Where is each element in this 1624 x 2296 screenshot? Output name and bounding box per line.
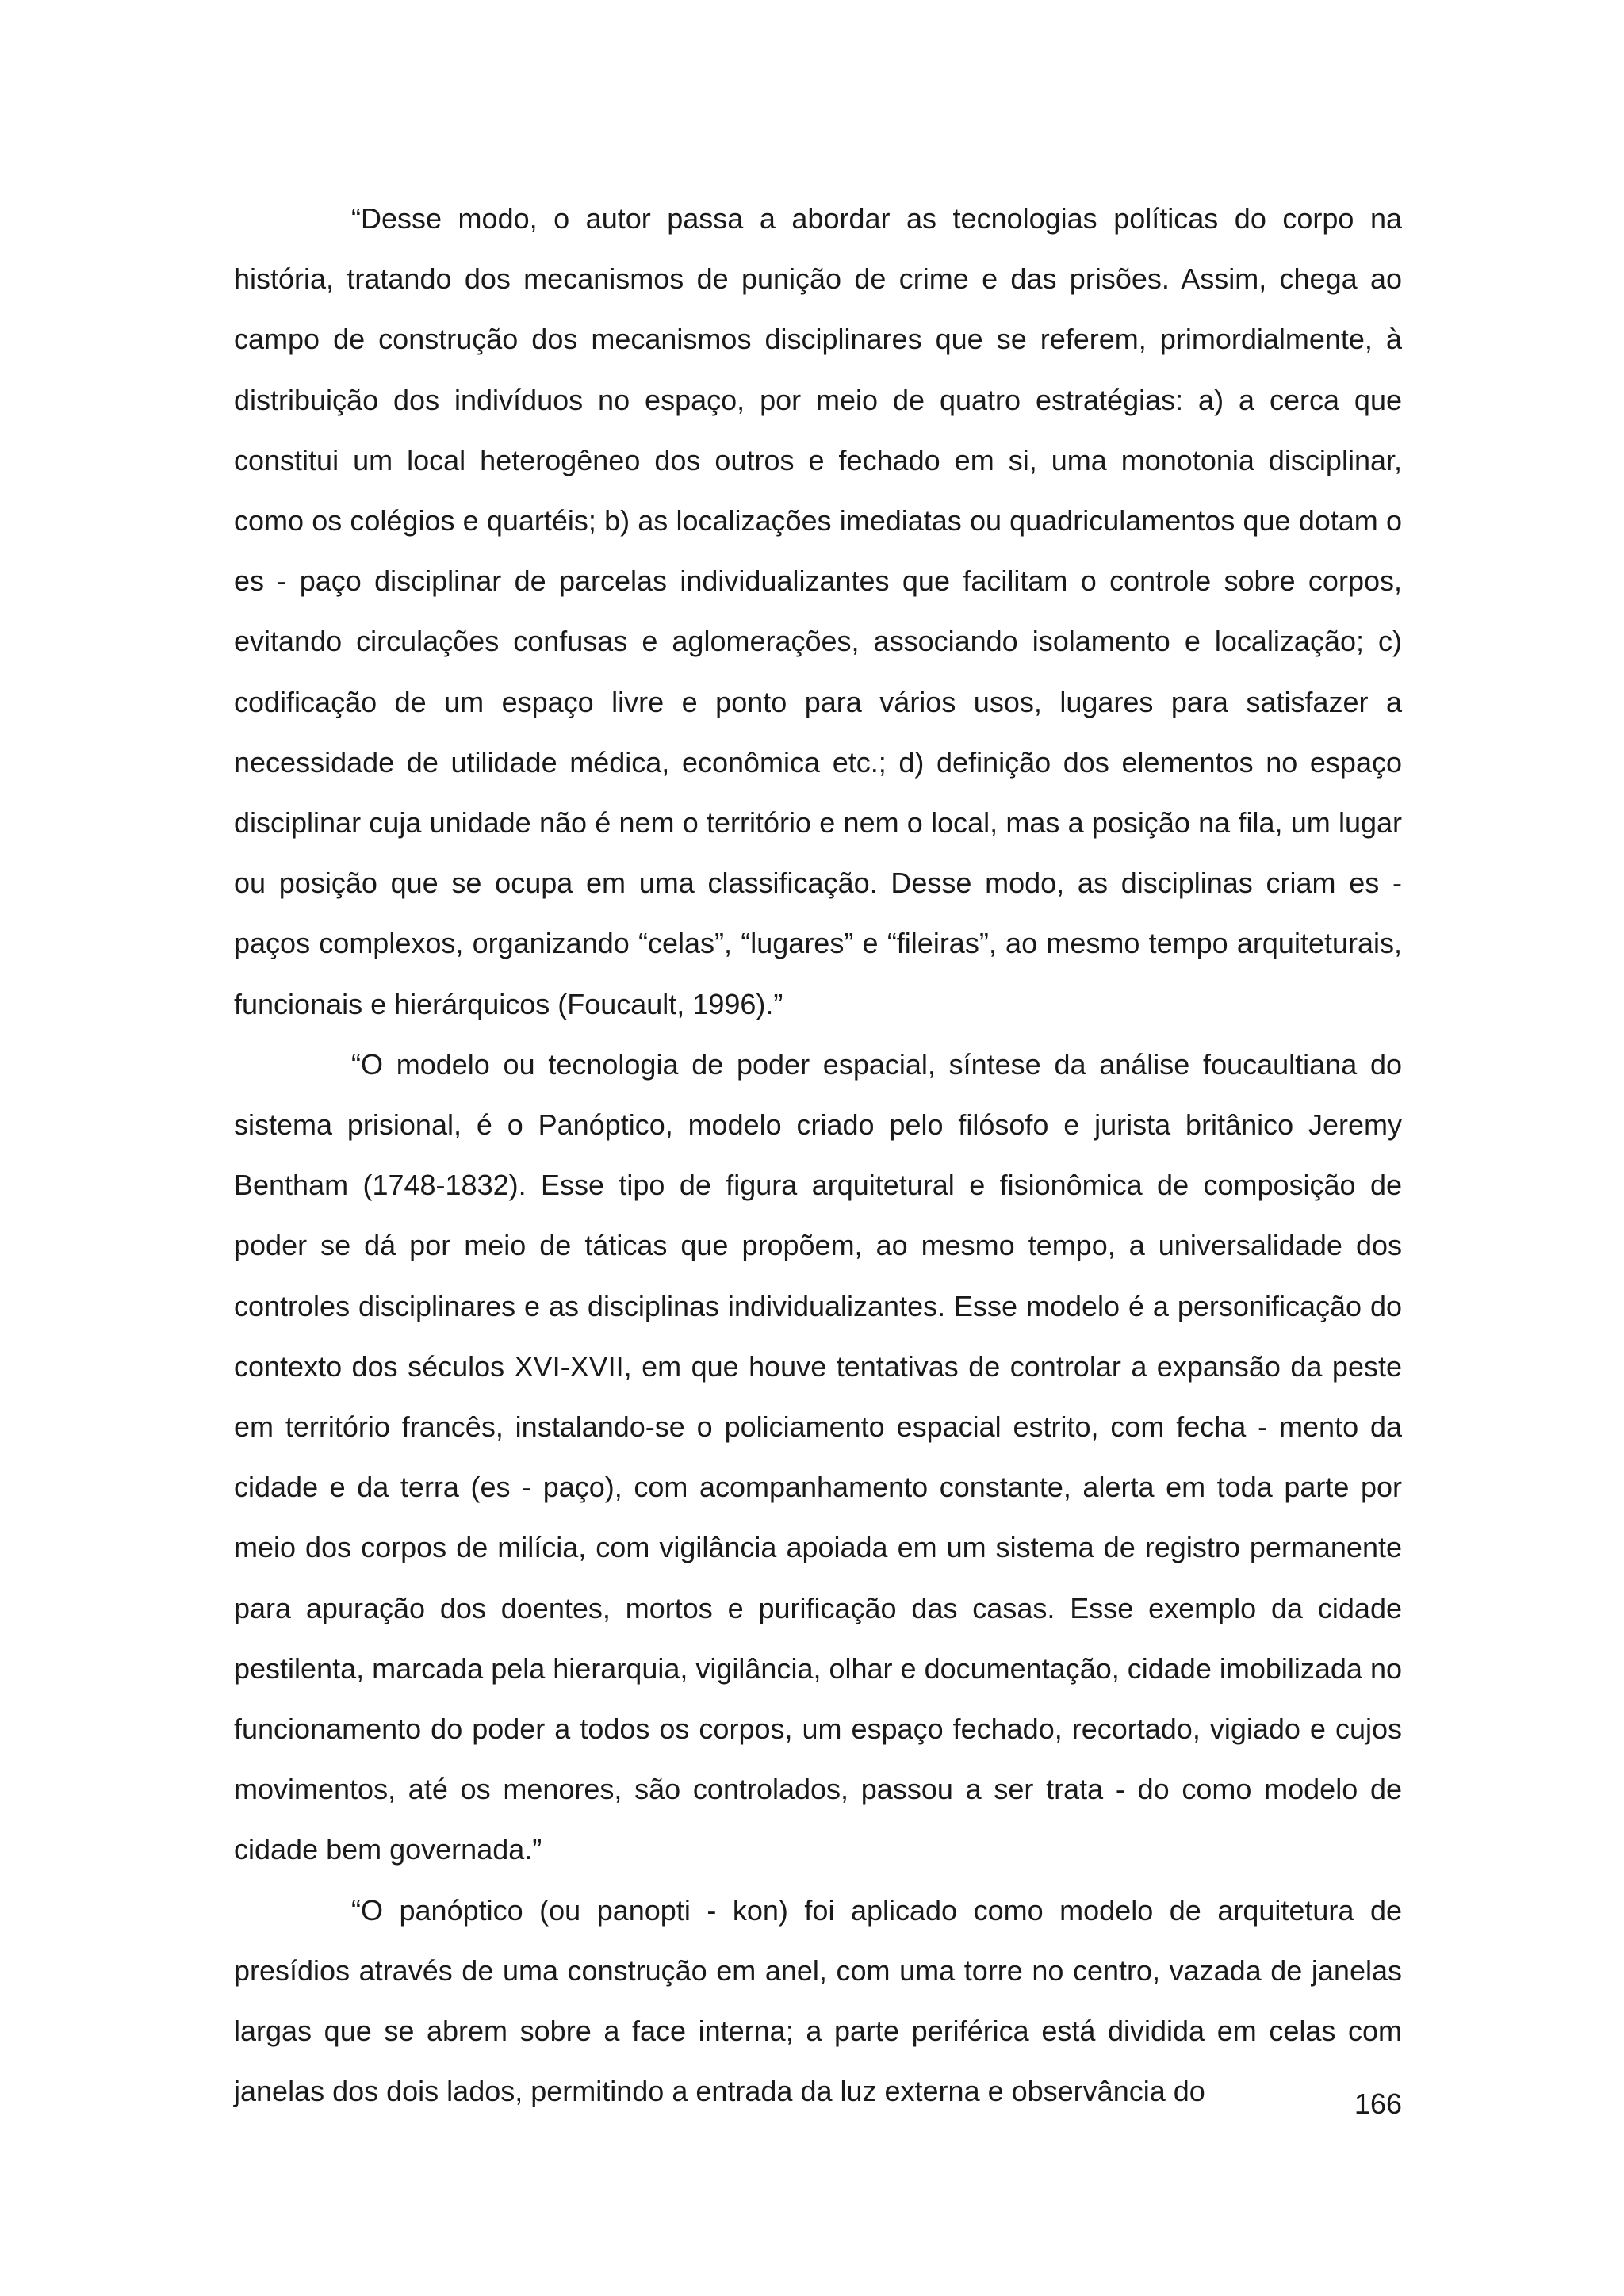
paragraph-3: “O panóptico (ou panopti - kon) foi aplicado como modelo de arquitetura de presídios através de uma construção em anel, com uma torre no centro, vazada de janelas largas que se abrem sobre a face interna; a parte periférica está dividida em celas com janelas dos dois lados, permitindo a entrada da luz externa e observância do xyxy=(234,1893,1402,2108)
page-number: 166 xyxy=(1354,2087,1402,2120)
body-text xyxy=(234,189,1402,2122)
paragraph-1: “Desse modo, o autor passa a abordar as tecnologias políticas do corpo na história, tratando dos mecanismos de punição de crime e das prisões. Assim, chega ao campo de construção dos mecanismos disciplinares que se referem, primordialmente, à distribuição dos indivíduos no espaço, por meio de quatro estratégias: a) a cerca que constitui um local heterogêneo dos outros e fechado em si, uma monotonia disciplinar, como os colégios e quartéis; b) as localizações imediatas ou quadriculamentos que dotam o es - paço disciplinar de parcelas individualizantes que facilitam o controle sobre corpos, evitando circulações confusas e aglomerações, associando isolamento e localização; c) codificação de um espaço livre e ponto para vários usos, lugares para satisfazer a necessidade de utilidade médica, econômica etc.; d) definição dos elementos no espaço disciplinar cuja unidade não é nem o território e nem o local, mas a posição na fila, um lugar ou posição que se ocupa em uma classificação. Desse modo, as disciplinas criam es - paços complexos, organizando “celas”, “lugares” e “fileiras”, ao mesmo tempo arquiteturais, funcionais e hierárquicos (Foucault, 1996).” xyxy=(234,202,1402,1020)
paragraph-2: “O modelo ou tecnologia de poder espacial, síntese da análise foucaultiana do sistema prisional, é o Panóptico, modelo criado pelo filósofo e jurista britânico Jeremy Bentham (1748-1832). Esse tipo de figura arquitetural e fisionômica de composição de poder se dá por meio de táticas que propõem, ao mesmo tempo, a universalidade dos controles disciplinares e as disciplinas individualizantes. Esse modelo é a personificação do contexto dos séculos XVI-XVII, em que houve tentativas de controlar a expansão da peste em território francês, instalando-se o policiamento espacial estrito, com fecha - mento da cidade e da terra (es - paço), com acompanhamento constante, alerta em toda parte por meio dos corpos de milícia, com vigilância apoiada em um sistema de registro permanente para apuração dos doentes, mortos e purificação das casas. Esse exemplo da cidade pestilenta, marcada pela hierarquia, vigilância, olhar e documentação, cidade imobilizada no funcionamento do poder a todos os corpos, um espaço fechado, recortado, vigiado e cujos movimentos, até os menores, são controlados, passou a ser trata - do como modelo de cidade bem governada.” xyxy=(234,1047,1402,1866)
